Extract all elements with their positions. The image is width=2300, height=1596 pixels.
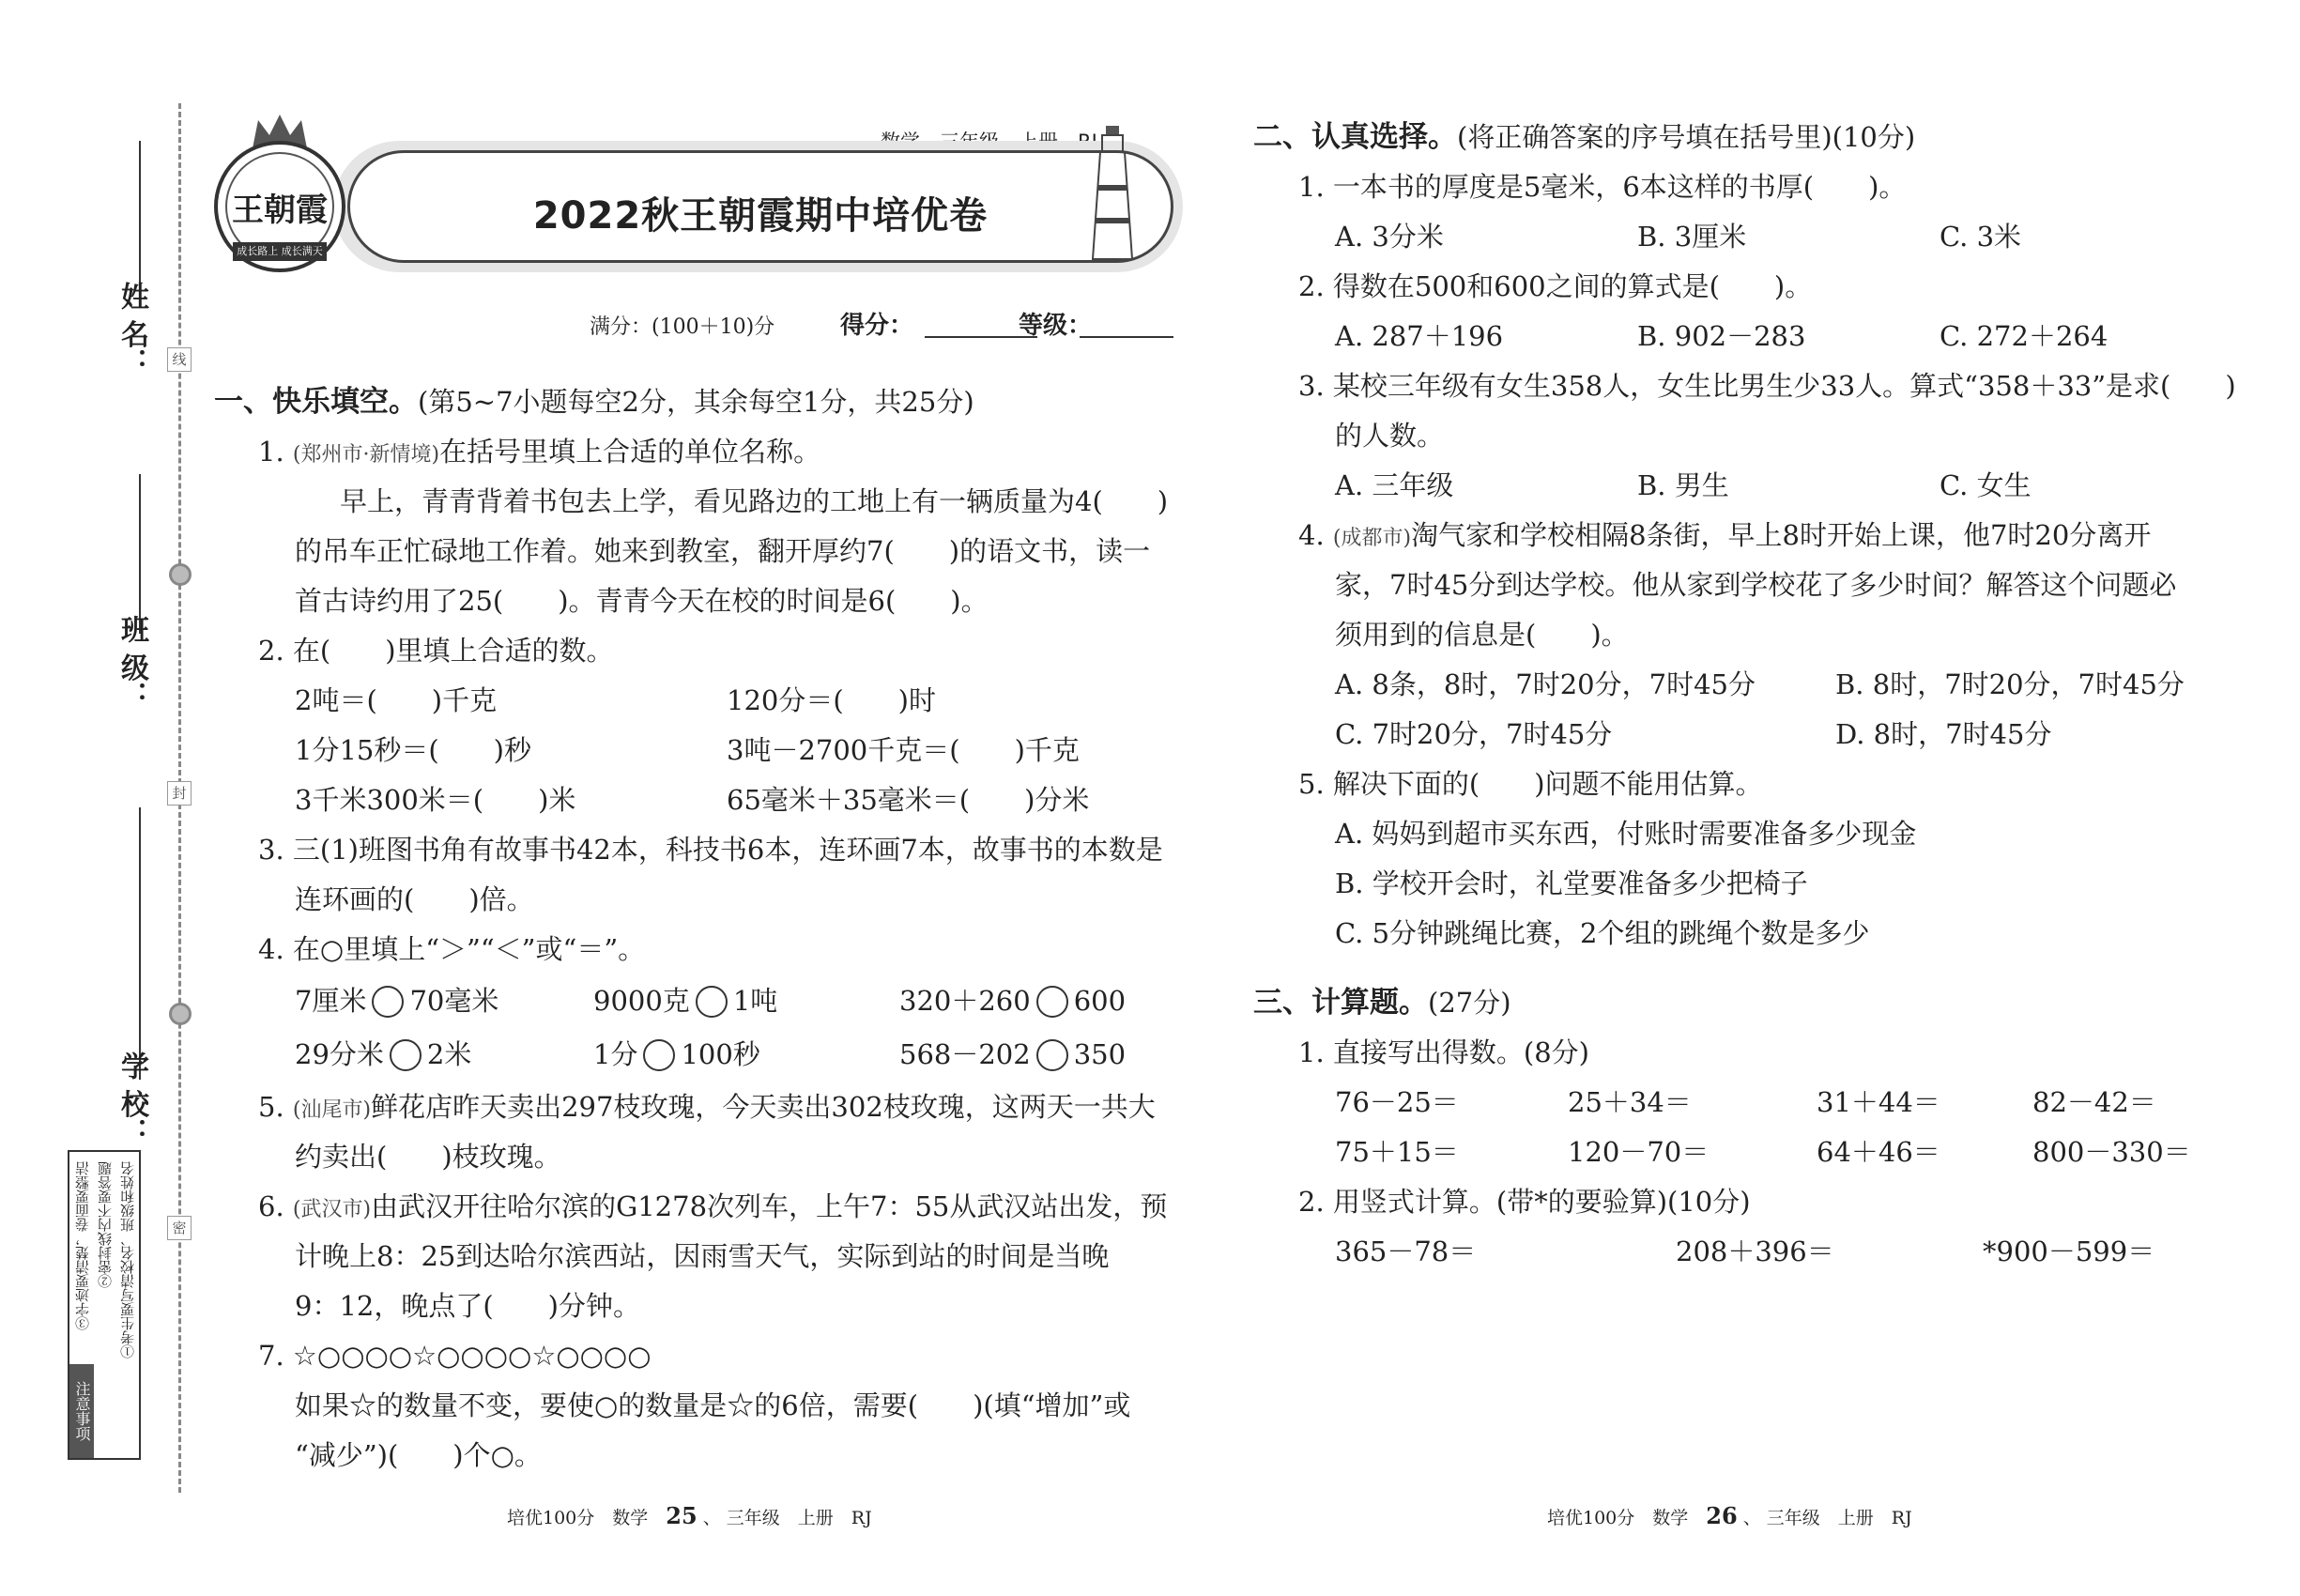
s1-q1-text: 在括号里填上合适的单位名称。 (439, 436, 821, 468)
lighthouse-icon (1080, 122, 1145, 263)
s1-q4-e-left: 1分 (593, 1038, 638, 1070)
s1-q2: 2. 在( )里填上合适的数。 (258, 635, 614, 667)
compare-circle[interactable] (1036, 986, 1068, 1018)
s1-q4-b-right: 1吨 (732, 985, 778, 1017)
s3-r1-1: 76－25＝ (1335, 1086, 1459, 1118)
s2-q1-a: A. 3分米 (1335, 221, 1444, 253)
s1-q6-num: 6. (258, 1190, 284, 1222)
s3-r2-3: 64＋46＝ (1817, 1136, 1940, 1168)
s1-q7-line1: 7. ☆○○○○☆○○○○☆○○○○ (258, 1340, 652, 1372)
s1-q7-line3: “减少”)( )个○。 (295, 1439, 542, 1471)
s3-q1: 1. 直接写出得数。(8分) (1298, 1036, 1589, 1068)
s1-q2-c: 1分15秒＝( )秒 (295, 734, 531, 766)
s2-q2-c: C. 272＋264 (1940, 320, 2108, 352)
binding-tag-seal: 封 (167, 781, 192, 806)
score-total: 满分：(100＋10)分 (590, 315, 775, 339)
footer-left-post: 三年级 上册 RJ (726, 1508, 872, 1528)
s3-r3-3: *900－599＝ (1983, 1235, 2155, 1267)
s1-q4-c-left: 320＋260 (899, 985, 1031, 1017)
s2-q3-b: B. 男生 (1637, 469, 1729, 501)
s1-q7-line2: 如果☆的数量不变，要使○的数量是☆的6倍，需要( )(填“增加”或 (295, 1389, 1131, 1421)
footer-right-pre: 培优100分 数学 (1547, 1508, 1689, 1528)
s3-r3-2: 208＋396＝ (1676, 1235, 1834, 1267)
s1-q1 (258, 434, 820, 473)
s2-q5-b: B. 学校开会时，礼堂要准备多少把椅子 (1335, 867, 1808, 899)
notice-box (68, 1150, 141, 1460)
s1-q4-a-left: 7厘米 (295, 985, 367, 1017)
compare-circle[interactable] (696, 986, 728, 1018)
notice-line-3: ③字迹要清楚，卷面要整洁 (74, 1161, 91, 1330)
s1-q2-f: 65毫米＋35毫米＝( )分米 (727, 784, 1090, 816)
s1-q6-source: (武汉市) (292, 1198, 372, 1221)
compare-circle[interactable] (390, 1039, 422, 1071)
s1-q6-line1 (258, 1189, 1167, 1228)
s1-q3-line2: 连环画的( )倍。 (295, 883, 534, 915)
s1-q4-d (295, 1036, 471, 1072)
section1-heading (214, 383, 974, 421)
s1-q4-a-right: 70毫米 (409, 985, 499, 1017)
s1-q4-c (899, 983, 1126, 1019)
s2-q5-c: C. 5分钟跳绳比赛，2个组的跳绳个数是多少 (1335, 917, 1870, 949)
s2-q3-line2: 的人数。 (1335, 420, 1445, 452)
school-label: 学 校： (115, 1051, 148, 1146)
name-label: 姓 名： (115, 282, 148, 376)
s2-q1-b: B. 3厘米 (1637, 221, 1747, 253)
s1-q4-e (593, 1036, 760, 1072)
s1-q4-b-left: 9000克 (593, 985, 690, 1017)
grade-blank[interactable] (1080, 336, 1173, 338)
s3-r2-4: 800－330＝ (2032, 1136, 2191, 1168)
s1-q4-f (899, 1036, 1126, 1072)
s1-q4-d-right: 2米 (426, 1038, 472, 1070)
section3-heading (1253, 984, 1511, 1021)
logo-band: 成长路上 成长满天 (233, 242, 327, 261)
s2-q5: 5. 解决下面的( )问题不能用估算。 (1298, 768, 1763, 800)
notice-head: 注意事项 (69, 1364, 94, 1458)
score-label: 得分： (840, 312, 914, 340)
s2-q2-a: A. 287＋196 (1335, 320, 1504, 352)
s1-q4-b (593, 983, 777, 1019)
compare-circle[interactable] (1036, 1039, 1068, 1071)
s2-q4-num: 4. (1298, 519, 1325, 551)
s3-r1-3: 31＋44＝ (1817, 1086, 1940, 1118)
s1-q5-num: 5. (258, 1091, 284, 1123)
s2-q3-a: A. 三年级 (1335, 469, 1454, 501)
s3-r1-4: 82－42＝ (2032, 1086, 2156, 1118)
footer-right-post: 三年级 上册 RJ (1766, 1508, 1912, 1528)
s1-q6-line2: 计晚上8：25到达哈尔滨西站，因雨雪天气，实际到站的时间是当晚 (295, 1240, 1110, 1272)
s1-q4-f-left: 568－202 (899, 1038, 1031, 1070)
section2-note: (将正确答案的序号填在括号里)(10分) (1457, 121, 1916, 153)
notice-line-1: ①考生要写清校名、班级和姓名 (119, 1161, 136, 1358)
class-label: 班 级： (115, 615, 148, 710)
s3-r2-2: 120－70＝ (1568, 1136, 1710, 1168)
s1-q4-f-right: 350 (1073, 1038, 1127, 1070)
s1-q4-e-right: 100秒 (681, 1038, 760, 1070)
s2-q4-line3: 须用到的信息是( )。 (1335, 619, 1629, 651)
s1-q6-line3: 9：12，晚点了( )分钟。 (295, 1290, 640, 1322)
s1-q1-source: (郑州市·新情境) (292, 443, 440, 467)
s1-q1-line2: 的吊车正忙碌地工作着。她来到教室，翻开厚约7( )的语文书，读一 (295, 535, 1151, 567)
s1-q6-text: 由武汉开往哈尔滨的G1278次列车，上午7：55从武汉站出发，预 (371, 1190, 1168, 1222)
s1-q1-line3: 首古诗约用了25( )。青青今天在校的时间是6( )。 (295, 585, 989, 617)
s2-q1-c: C. 3米 (1940, 221, 2022, 253)
s1-q1-line1: 早上，青青背着书包去上学，看见路边的工地上有一辆质量为4( ) (340, 485, 1169, 517)
binding-tag-line: 线 (167, 347, 192, 372)
s1-q2-a: 2吨＝( )千克 (295, 684, 498, 716)
s1-q5-source: (汕尾市) (292, 1098, 372, 1122)
s1-q2-d: 3吨－2700千克＝( )千克 (727, 734, 1080, 766)
s2-q1: 1. 一本书的厚度是5毫米，6本这样的书厚( )。 (1298, 171, 1907, 203)
page-number-left: 25 (666, 1502, 698, 1529)
s2-q5-a: A. 妈妈到超市买东西，付账时需要准备多少现金 (1335, 818, 1917, 850)
s1-q5-text: 鲜花店昨天卖出297枝玫瑰，今天卖出302枝玫瑰，这两天一共大 (371, 1091, 1156, 1123)
binding-ring-2 (169, 1003, 192, 1025)
section3-title: 三、计算题。 (1253, 986, 1428, 1020)
s2-q3-line1: 3. 某校三年级有女生358人，女生比男生少33人。算式“358＋33”是求( ) (1298, 370, 2236, 402)
section2-heading (1253, 118, 1915, 156)
s2-q4-text: 淘气家和学校相隔8条街，早上8时开始上课，他7时20分离开 (1411, 519, 2152, 551)
s1-q5-line1 (258, 1089, 1156, 1128)
compare-circle[interactable] (372, 986, 404, 1018)
s1-q4-a (295, 983, 498, 1019)
s2-q4-source: (成都市) (1332, 527, 1412, 550)
s1-q3-line1: 3. 三(1)班图书角有故事书42本，科技书6本，连环画7本，故事书的本数是 (258, 834, 1163, 866)
section2-title: 二、认真选择。 (1253, 120, 1457, 154)
s2-q4-a: A. 8条，8时，7时20分，7时45分 (1335, 668, 1756, 700)
s2-q4-b: B. 8时，7时20分，7时45分 (1835, 668, 2185, 700)
s1-q1-num: 1. (258, 436, 284, 468)
s1-q2-e: 3千米300米＝( )米 (295, 784, 576, 816)
s1-q4-d-left: 29分米 (295, 1038, 384, 1070)
s3-q2: 2. 用竖式计算。(带*的要验算)(10分) (1298, 1186, 1751, 1218)
notice-line-2: ②密封线内不要答题 (97, 1161, 114, 1288)
footer-left: 培优100分 数学 25 、 三年级 上册 RJ (507, 1502, 872, 1529)
section1-note: (第5~7小题每空2分，其余每空1分，共25分) (418, 386, 974, 418)
s2-q4-c: C. 7时20分，7时45分 (1335, 718, 1613, 750)
s2-q2: 2. 得数在500和600之间的算式是( )。 (1298, 270, 1813, 302)
logo-text: 王朝霞 (232, 192, 328, 229)
school-line (139, 807, 141, 1080)
s1-q4: 4. 在○里填上“＞”“＜”或“＝”。 (258, 933, 646, 965)
s3-r3-1: 365－78＝ (1335, 1235, 1477, 1267)
footer-right: 培优100分 数学 26 、 三年级 上册 RJ (1547, 1502, 1912, 1529)
s3-r2-1: 75＋15＝ (1335, 1136, 1459, 1168)
s2-q4-line1 (1298, 517, 2151, 557)
s3-r1-2: 25＋34＝ (1568, 1086, 1692, 1118)
page-number-right: 26 (1706, 1502, 1738, 1529)
footer-left-pre: 培优100分 数学 (507, 1508, 649, 1528)
compare-circle[interactable] (643, 1039, 675, 1071)
s2-q2-b: B. 902－283 (1637, 320, 1806, 352)
section3-note: (27分) (1428, 987, 1511, 1019)
binding-ring-1 (169, 563, 192, 586)
s1-q5-line2: 约卖出( )枝玫瑰。 (295, 1141, 561, 1173)
s1-q2-b: 120分＝( )时 (727, 684, 936, 716)
s2-q4-line2: 家，7时45分到达学校。他从家到学校花了多少时间？解答这个问题必 (1335, 569, 2177, 601)
grade-label: 等级： (1019, 312, 1093, 340)
s1-q4-c-right: 600 (1073, 985, 1127, 1017)
class-line (139, 474, 141, 634)
s2-q4-d: D. 8时，7时45分 (1835, 718, 2052, 750)
s2-q3-c: C. 女生 (1940, 469, 2032, 501)
name-line (139, 141, 141, 300)
binding-tag-secret: 密 (167, 1216, 192, 1240)
page-title: 2022秋王朝霞期中培优卷 (532, 194, 989, 238)
section1-title: 一、快乐填空。 (214, 385, 418, 419)
